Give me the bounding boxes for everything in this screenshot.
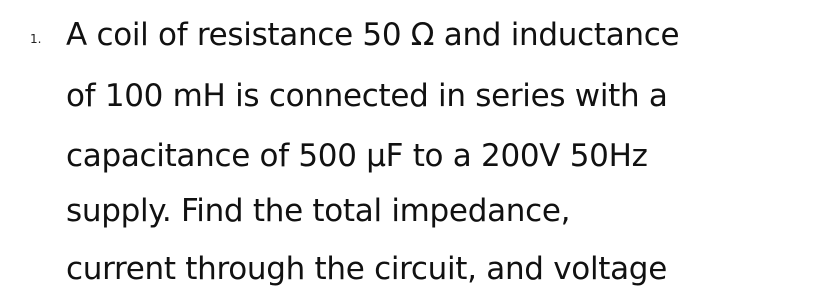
question-line-1: A coil of resistance 50 Ω and inductance: [66, 17, 680, 53]
question-number: 1.: [30, 32, 42, 46]
question-line-2: of 100 mH is connected in series with a: [66, 78, 668, 114]
question-line-3: capacitance of 500 µF to a 200V 50Hz: [66, 138, 648, 174]
question-line-5: current through the circuit, and voltage: [66, 251, 667, 287]
question-line-4: supply. Find the total impedance,: [66, 193, 571, 229]
